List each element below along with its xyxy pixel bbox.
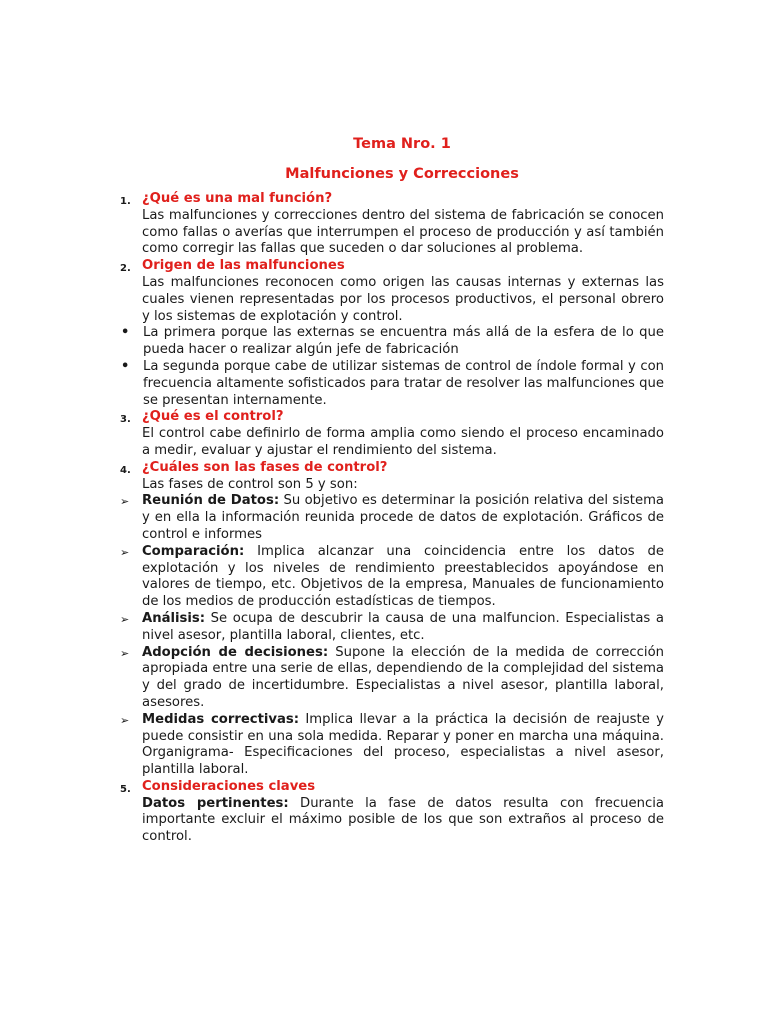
phase-term: Reunión de Datos: bbox=[142, 493, 280, 509]
section-2 bbox=[120, 258, 664, 325]
arrow-bullet-icon: ➢ bbox=[120, 713, 130, 727]
phase-item bbox=[120, 611, 664, 645]
arrow-bullet-icon: ➢ bbox=[120, 545, 130, 559]
bullet-item bbox=[120, 359, 664, 409]
bullet-icon: • bbox=[121, 325, 130, 341]
section-number: 4. bbox=[120, 464, 131, 476]
section-heading: ¿Qué es el control? bbox=[142, 409, 284, 425]
phase-item bbox=[120, 544, 664, 611]
phase-term: Comparación: bbox=[142, 543, 245, 559]
section-number: 5. bbox=[120, 783, 131, 795]
section-3 bbox=[120, 409, 664, 459]
section-paragraph: El control cabe definirlo de forma amplia como siendo el proceso encaminado a medir, evaluar y ajustar el rendimiento del sistema. bbox=[142, 426, 664, 458]
document-title: Tema Nro. 1 bbox=[353, 136, 451, 152]
phase-text: Supone la elección de la medida de corrección apropiada entre una serie de ellas, dependiendo de la complejidad del sistema y del grado de incertidumbre. Especialistas a nivel asesor, plantilla laboral, asesores. bbox=[142, 644, 665, 710]
section-heading: Origen de las malfunciones bbox=[142, 258, 345, 274]
section-5 bbox=[120, 779, 664, 846]
consideration-text: Durante la fase de datos resulta con frecuencia importante excluir el máximo posible de los que son extraños al proceso de control. bbox=[142, 795, 664, 845]
section-number: 3. bbox=[120, 414, 131, 426]
phase-term: Análisis: bbox=[142, 610, 206, 626]
arrow-bullet-icon: ➢ bbox=[120, 612, 130, 626]
section-heading: ¿Qué es una mal función? bbox=[142, 191, 333, 206]
phase-text: Implica llevar a la práctica la decisión de reajuste y puede consistir en una sola medida. Reparar y poner en marcha una máquina. Organigrama- Especificaciones del proceso, especialistas a nivel asesor, plantilla laboral. bbox=[142, 711, 664, 778]
section-paragraph: Las malfunciones y correcciones dentro del sistema de fabricación se conocen como fallas o averías que interrumpen el proceso de producción y así también como corregir las fallas que suceden o dar soluciones al problema. bbox=[142, 207, 664, 257]
arrow-bullet-icon: ➢ bbox=[120, 646, 130, 660]
section-paragraph: Las malfunciones reconocen como origen las causas internas y externas las cuales vienen representadas por los procesos productivos, el personal obrero y los sistemas de explotación y control. bbox=[142, 274, 664, 324]
phase-term: Adopción de decisiones: bbox=[142, 644, 329, 660]
bullet-text: La primera porque las externas se encuentra más allá de la esfera de lo que pueda hacer o realizar algún jefe de fabricación bbox=[143, 325, 664, 358]
bullet-text: La segunda porque cabe de utilizar sistemas de control de índole formal y con frecuencia altamente sofisticados para tratar de resolver las malfunciones que se presentan internamente. bbox=[143, 358, 664, 408]
section-4 bbox=[120, 460, 664, 494]
section-number: 2. bbox=[120, 263, 131, 275]
phase-item bbox=[120, 493, 664, 543]
phase-text: Se ocupa de descubrir la causa de una malfuncion. Especialistas a nivel asesor, plantilla laboral, clientes, etc. bbox=[142, 610, 664, 643]
section-intro: Las fases de control son 5 y son: bbox=[142, 476, 358, 492]
phase-text: Implica alcanzar una coincidencia entre los datos de explotación y los niveles de rendimiento preestablecidos apoyándose en valores de tiempo, etc. Objetivos de la empresa, Manuales de funcionamiento de los medios de producción estadísticas de tiempos. bbox=[142, 543, 664, 610]
bullet-icon: • bbox=[121, 358, 130, 374]
phase-item bbox=[120, 645, 664, 712]
document-subtitle: Malfunciones y Correcciones bbox=[285, 166, 519, 182]
consideration-term: Datos pertinentes: bbox=[142, 795, 289, 811]
bullet-item bbox=[120, 325, 664, 359]
phase-item bbox=[120, 712, 664, 779]
section-heading: ¿Cuáles son las fases de control? bbox=[142, 459, 388, 475]
section-number: 1. bbox=[120, 196, 131, 207]
section-heading: Consideraciones claves bbox=[142, 778, 316, 794]
phase-term: Medidas correctivas: bbox=[142, 711, 300, 727]
phase-text: Su objetivo es determinar la posición relativa del sistema y en ella la información reunida procede de datos de explotación. Gráficos de control e informes bbox=[142, 493, 665, 542]
section-1 bbox=[120, 191, 664, 258]
arrow-bullet-icon: ➢ bbox=[120, 495, 130, 509]
